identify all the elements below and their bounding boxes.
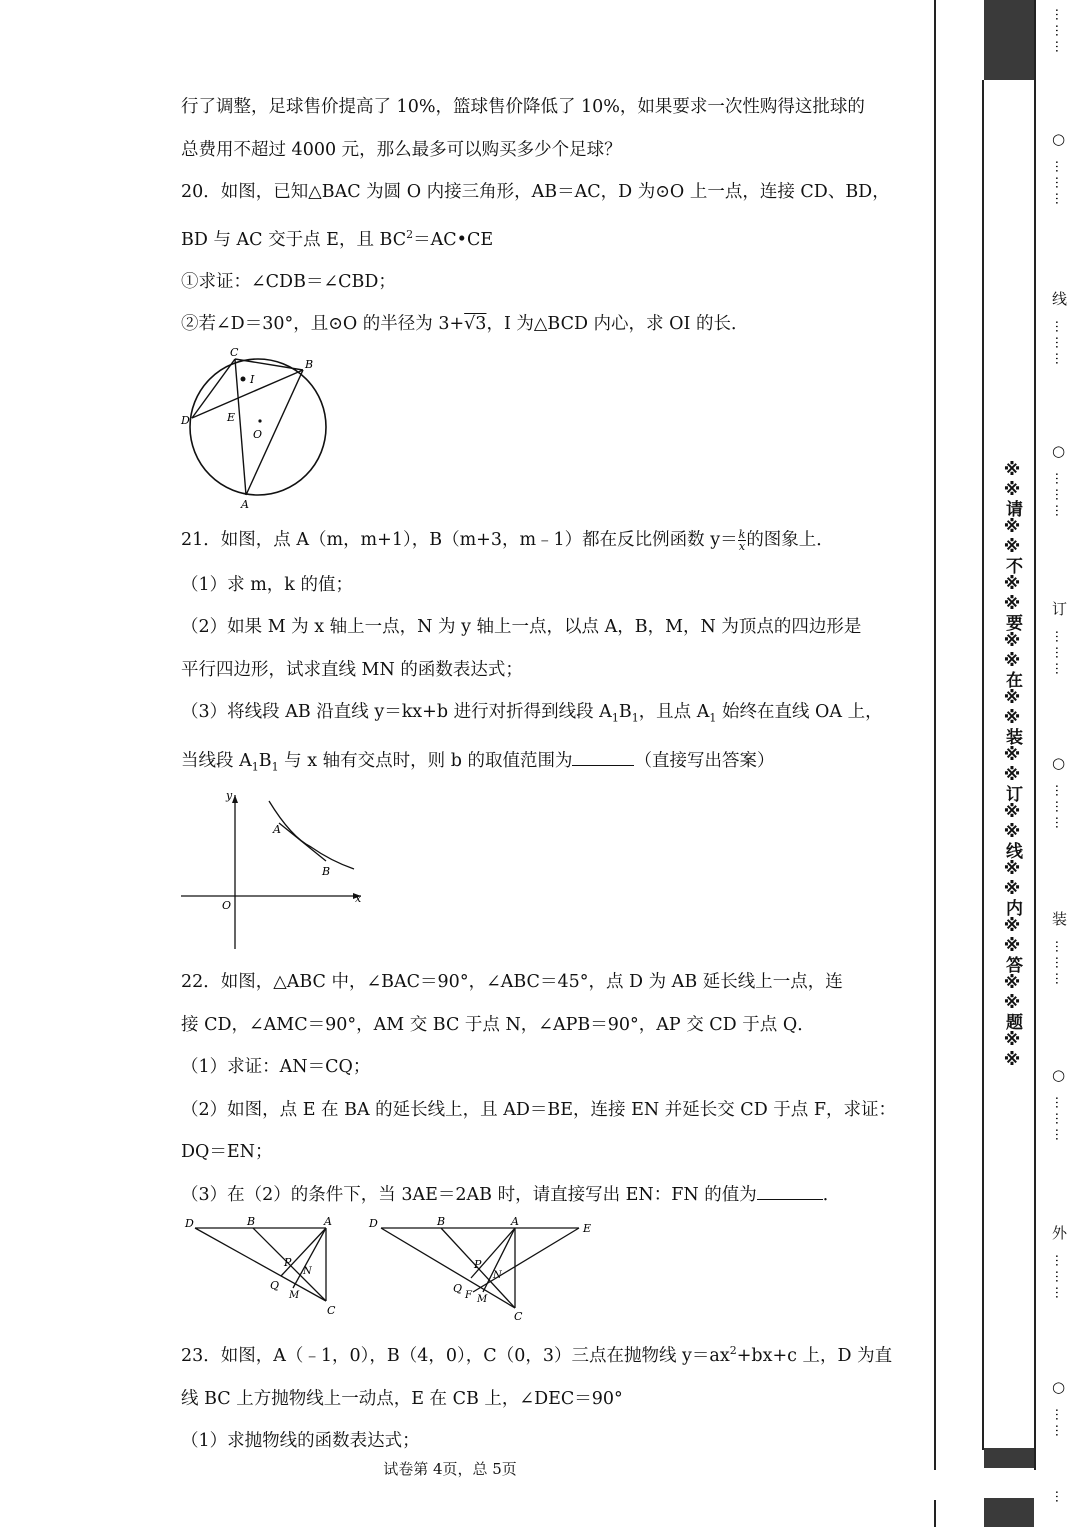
margin-dark-bottom — [984, 1448, 1034, 1468]
dots: ……… — [1052, 940, 1067, 988]
figure-label: C — [514, 1310, 523, 1324]
answer-blank — [572, 751, 634, 766]
dots: ……… — [1052, 8, 1067, 56]
dots: ……… — [1052, 160, 1067, 208]
text-line: （1）求 m，k 的值； — [181, 574, 353, 595]
dots: ……… — [1052, 472, 1067, 520]
text-line: 行了调整，足球售价提高了 10%，篮球售价降低了 10%，如果要求一次性购得这批球的 — [181, 97, 865, 117]
answer-blank — [757, 1185, 823, 1200]
text-line: （2）如果 M 为 x 轴上一点，N 为 y 轴上一点，以点 A，B，M，N 为顶点的四边形是 — [181, 617, 862, 638]
text-line: 线 BC 上方抛物线上一动点，E 在 CB 上，∠DEC＝90° — [181, 1388, 623, 1409]
dots: …… — [1052, 1408, 1067, 1440]
text-line: （1）求抛物线的函数表达式； — [181, 1431, 420, 1452]
label-o: O — [253, 427, 263, 441]
margin-border-bottom — [934, 1500, 936, 1527]
circle-mark: ○ — [1052, 442, 1066, 460]
binding-notice: ※※请※※不※※要※※在※※装※※订※※线※※内※※答※※题※※ — [1002, 460, 1022, 1070]
figure-label: P — [284, 1256, 292, 1270]
fraction: $\frac{k}{x}$ — [738, 527, 746, 553]
figure-label: A — [324, 1215, 332, 1229]
label-c: C — [230, 345, 239, 359]
text-line: 20．如图，已知△BAC 为圆 O 内接三角形，AB＝AC，D 为⊙O 上一点，连接 CD、BD， — [181, 182, 890, 202]
text-line: 23．如图，A（﹣1，0），B（4，0），C（0，3）三点在抛物线 $y=ax^2+bx+c$ 上，D 为直 — [181, 1344, 893, 1367]
margin-border-left — [934, 0, 936, 1470]
margin-dark-top — [984, 0, 1034, 80]
label-b: B — [322, 865, 331, 879]
dots: ……… — [1052, 1096, 1067, 1144]
graph-figure — [181, 789, 911, 951]
figure-label: M — [477, 1294, 488, 1306]
margin-dark-bottom2 — [984, 1498, 1034, 1527]
figure-label: Q — [453, 1282, 463, 1296]
circle-mark: ○ — [1052, 754, 1066, 772]
label-x: x — [355, 892, 362, 906]
margin-border-mid — [982, 80, 984, 1450]
figure-label: B — [437, 1215, 446, 1229]
circle-figure — [181, 346, 911, 510]
label-wai: 外 — [1052, 1224, 1068, 1242]
dots: ……… — [1052, 630, 1067, 678]
text-line: 总费用不超过 4000 元，那么最多可以购买多少个足球？ — [181, 139, 622, 160]
dotted-cut-line — [1050, 0, 1074, 1527]
label-a: A — [273, 823, 281, 837]
figure-label: B — [247, 1215, 256, 1229]
figure-label: F — [465, 1290, 472, 1302]
text-line: ①求证：∠CDB＝∠CBD； — [181, 271, 396, 292]
dots: ……… — [1052, 784, 1067, 832]
label-zhuang: 装 — [1052, 910, 1068, 928]
label-o: O — [222, 899, 232, 913]
text-line: DQ＝EN； — [181, 1142, 273, 1163]
text-line: 22．如图，△ABC 中，∠BAC＝90°，∠ABC＝45°，点 D 为 AB 延长线上一点，连 — [181, 972, 843, 993]
label-y: y — [226, 789, 233, 803]
label-a: A — [241, 497, 249, 511]
label-d: D — [181, 413, 190, 427]
circle-mark: ○ — [1052, 1066, 1066, 1084]
dots: ……… — [1052, 320, 1067, 368]
text-line: （2）如图，点 E 在 BA 的延长线上，且 AD＝BE，连接 EN 并延长交 CD 于点 F，求证： — [181, 1099, 896, 1120]
text-line: 21．如图，点 A（m，m+1），B（m+3，m﹣1）都在反比例函数 y＝ $\frac{k}{x}$ 的图象上． — [181, 527, 834, 553]
figure-label: A — [511, 1215, 519, 1229]
exam-content — [181, 86, 911, 1463]
text-line: BD 与 AC 交于点 E，且 $BC^2=AC•CE$ — [181, 227, 494, 250]
text-line: （3）将线段 AB 沿直线 y＝kx+b 进行对折得到线段 $A_1B_1$，且点 $A_1$ 始终在直线 OA 上， — [181, 702, 883, 725]
triangle-figures — [181, 1215, 911, 1324]
dots: ……… — [1052, 1254, 1067, 1302]
figure-label: N — [493, 1270, 502, 1282]
figure-label: Q — [270, 1279, 280, 1293]
page-footer: 试卷第 4页，总 5页 — [383, 1460, 517, 1478]
text-line: （1）求证：AN＝CQ； — [181, 1057, 371, 1078]
figure-label: D — [185, 1217, 194, 1231]
text-line: 当线段 $A_1B_1$ 与 x 轴有交点时，则 b 的取值范围为 （直接写出答案） — [181, 751, 775, 774]
label-i: I — [250, 372, 255, 386]
dots: … — [1052, 1490, 1067, 1506]
label-xian: 线 — [1052, 290, 1068, 308]
figure-label: D — [369, 1217, 378, 1231]
text-line: （3）在（2）的条件下，当 3AE＝2AB 时，请直接写出 EN：FN 的值为 ． — [181, 1184, 841, 1205]
figure-label: C — [327, 1304, 336, 1318]
text-line: 接 CD，∠AMC＝90°，AM 交 BC 于点 N，∠APB＝90°，AP 交 CD 于点 Q． — [181, 1014, 815, 1035]
figure-label: E — [583, 1222, 592, 1236]
figure-label: P — [474, 1258, 482, 1272]
label-b: B — [305, 357, 314, 371]
margin-border-right — [1034, 0, 1036, 1470]
figure-label: N — [303, 1266, 312, 1278]
label-ding: 订 — [1052, 600, 1068, 618]
circle-mark: ○ — [1052, 1378, 1066, 1396]
label-e: E — [227, 410, 236, 424]
figure-label: M — [289, 1290, 300, 1302]
text-line: 平行四边形，试求直线 MN 的函数表达式； — [181, 659, 523, 680]
text-line: ②若∠D＝30°，且⊙O 的半径为 3+√3，I 为△BCD 内心，求 OI 的长． — [181, 314, 749, 335]
circle-mark: ○ — [1052, 130, 1066, 148]
